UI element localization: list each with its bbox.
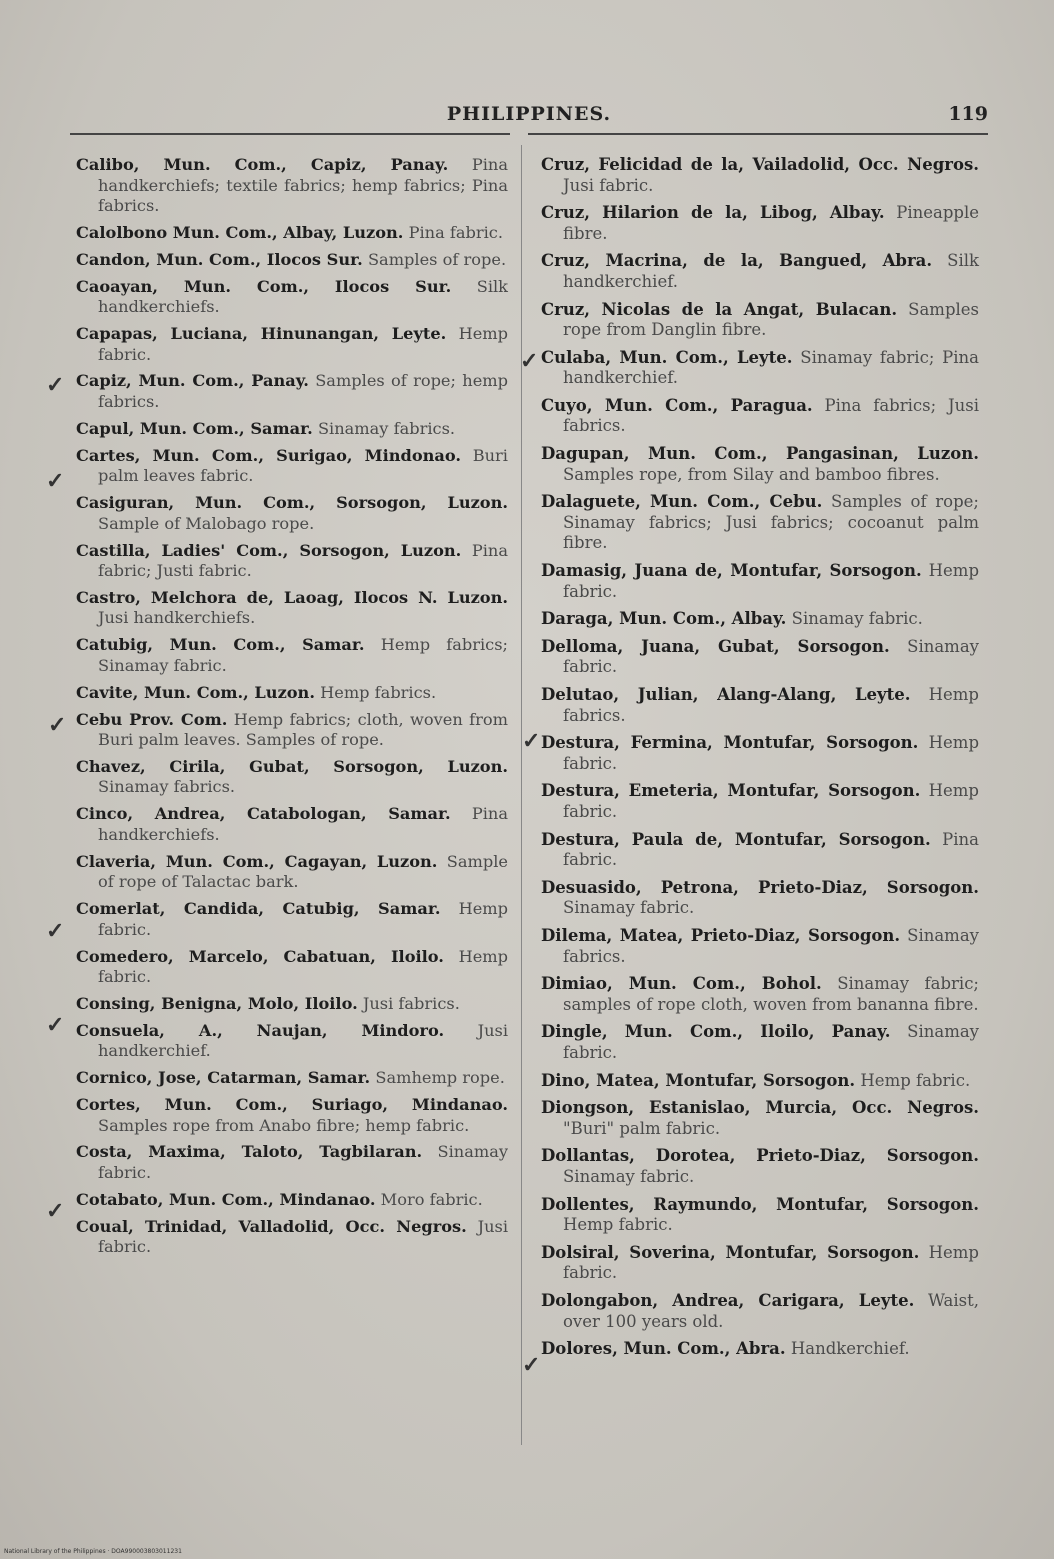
index-entry	[541, 878, 979, 919]
header-rule-left	[70, 133, 510, 135]
index-entry	[76, 223, 508, 244]
check-mark-icon: ✓	[46, 372, 65, 398]
entry-name: Culaba, Mun. Com., Leyte.	[541, 347, 793, 367]
entry-name: Cortes, Mun. Com., Suriago, Mindanao.	[76, 1095, 508, 1115]
check-mark-icon: ✓	[48, 712, 67, 738]
index-entry	[76, 683, 508, 704]
entry-name: Dagupan, Mun. Com., Pangasinan, Luzon.	[541, 444, 979, 464]
index-entry	[76, 250, 508, 271]
column-divider	[521, 145, 522, 1445]
entry-description: Hemp fabric.	[98, 946, 508, 987]
entry-description: Waist, over 100 years old.	[563, 1291, 980, 1331]
entry-name: Catubig, Mun. Com., Samar.	[76, 635, 365, 655]
left-column	[76, 155, 508, 1264]
entry-description: Sinamay fabric; samples of rope cloth, woven from bananna fibre.	[563, 974, 979, 1014]
entry-description: Sinamay fabric.	[563, 1166, 695, 1186]
entry-description: Sinamay fabrics.	[563, 926, 979, 966]
entry-name: Destura, Emeteria, Montufar, Sorsogon.	[541, 781, 921, 801]
index-entry	[541, 251, 979, 292]
entry-name: Capapas, Luciana, Hinunangan, Leyte.	[76, 324, 447, 344]
index-entry	[541, 1098, 979, 1139]
entry-description: Hemp fabric.	[563, 1215, 673, 1235]
entry-description: Hemp fabrics.	[563, 685, 979, 725]
entry-description: Sinamay fabric.	[791, 609, 923, 629]
entry-name: Cinco, Andrea, Catabologan, Samar.	[76, 804, 451, 824]
scan-credit: National Library of the Philippines · DOA990003803011231	[4, 1548, 182, 1555]
index-entry	[76, 1021, 508, 1062]
check-mark-icon: ✓	[46, 1198, 65, 1224]
entry-description: "Buri" palm fabric.	[563, 1118, 721, 1138]
entry-name: Chavez, Cirila, Gubat, Sorsogon, Luzon.	[76, 756, 508, 776]
index-entry	[76, 1068, 508, 1089]
entry-name: Destura, Fermina, Montufar, Sorsogon.	[541, 733, 919, 753]
check-mark-icon: ✓	[522, 1352, 541, 1378]
entry-description: Jusi fabric.	[98, 1216, 508, 1257]
index-entry	[76, 757, 508, 798]
running-title: PHILIPPINES.	[446, 103, 612, 125]
entry-description: Pina handkerchiefs.	[98, 804, 508, 844]
entry-name: Cotabato, Mun. Com., Mindanao.	[76, 1189, 376, 1209]
check-mark-icon: ✓	[46, 468, 65, 494]
entry-name: Dino, Matea, Montufar, Sorsogon.	[541, 1070, 856, 1090]
entry-name: Consing, Benigna, Molo, Iloilo.	[76, 993, 358, 1013]
entry-name: Destura, Paula de, Montufar, Sorsogon.	[541, 829, 931, 849]
entry-name: Comedero, Marcelo, Cabatuan, Iloilo.	[76, 946, 444, 966]
page-number: 119	[948, 103, 988, 125]
entry-description: Samples rope from Anabo fibre; hemp fabric.	[98, 1115, 470, 1135]
entry-description: Pina fabrics; Jusi fabrics.	[563, 395, 980, 436]
page-header	[70, 103, 988, 133]
entry-name: Costa, Maxima, Taloto, Tagbilaran.	[76, 1142, 423, 1162]
entry-description: Samples rope, from Silay and bamboo fibres.	[563, 464, 940, 484]
entry-name: Dollantas, Dorotea, Prieto-Diaz, Sorsogon.	[541, 1146, 979, 1166]
entry-name: Cruz, Macrina, de la, Bangued, Abra.	[541, 251, 933, 271]
entry-description: Samples rope from Danglin fibre.	[563, 299, 980, 340]
entry-name: Cuyo, Mun. Com., Paragua.	[541, 395, 813, 415]
entry-name: Dilema, Matea, Prieto-Diaz, Sorsogon.	[541, 926, 901, 945]
index-entry	[541, 1339, 979, 1360]
entry-description: Sinamay fabric.	[563, 898, 695, 918]
entry-name: Casiguran, Mun. Com., Sorsogon, Luzon.	[76, 493, 508, 513]
check-mark-icon: ✓	[46, 1012, 65, 1038]
entry-description: Sinamay fabric.	[563, 1022, 980, 1062]
entry-description: Jusi handkerchiefs.	[98, 608, 256, 628]
entry-description: Hemp fabric.	[98, 324, 508, 364]
entry-name: Capiz, Mun. Com., Panay.	[76, 371, 309, 391]
entry-name: Cebu Prov. Com.	[76, 709, 228, 729]
index-entry	[76, 277, 508, 318]
entry-name: Cruz, Felicidad de la, Vailadolid, Occ. Negros.	[541, 155, 979, 174]
index-entry	[541, 1146, 979, 1187]
index-entry	[541, 203, 979, 244]
entry-name: Daraga, Mun. Com., Albay.	[541, 609, 787, 629]
entry-name: Comerlat, Candida, Catubig, Samar.	[76, 899, 441, 919]
entry-name: Diongson, Estanislao, Murcia, Occ. Negros.	[541, 1098, 979, 1118]
entry-description: Pineapple fibre.	[563, 203, 979, 243]
index-entry	[76, 710, 508, 751]
index-entry	[76, 947, 508, 988]
entry-description: Samples of rope; Sinamay fabrics; Jusi fabrics; cocoanut palm fibre.	[563, 492, 979, 553]
index-entry	[76, 1095, 508, 1136]
right-column	[541, 155, 979, 1367]
check-mark-icon: ✓	[46, 918, 65, 944]
entry-name: Cartes, Mun. Com., Surigao, Mindonao.	[76, 445, 462, 465]
index-entry	[76, 1190, 508, 1211]
index-entry	[76, 419, 508, 440]
index-entry	[76, 446, 508, 487]
index-entry	[541, 781, 979, 822]
index-entry	[76, 371, 508, 412]
index-entry	[76, 588, 508, 629]
entry-name: Castilla, Ladies' Com., Sorsogon, Luzon.	[76, 540, 462, 560]
entry-description: Hemp fabric.	[563, 733, 980, 773]
entry-description: Pina fabric.	[563, 829, 980, 870]
entry-description: Sample of Malobago rope.	[98, 513, 315, 533]
entry-description: Sinamay fabric; Pina handkerchief.	[563, 347, 980, 388]
entry-name: Coual, Trinidad, Valladolid, Occ. Negros.	[76, 1216, 467, 1236]
entry-description: Hemp fabric.	[563, 561, 980, 601]
index-entry	[541, 348, 979, 389]
entry-description: Silk handkerchief.	[563, 251, 979, 291]
entry-description: Hemp fabric.	[98, 899, 508, 939]
entry-description: Silk handkerchiefs.	[98, 276, 508, 317]
entry-name: Claveria, Mun. Com., Cagayan, Luzon.	[76, 851, 438, 871]
check-mark-icon: ✓	[520, 348, 539, 374]
entry-description: Handkerchief.	[790, 1339, 910, 1359]
entry-name: Dolsiral, Soverina, Montufar, Sorsogon.	[541, 1242, 920, 1262]
index-entry	[76, 1142, 508, 1183]
entry-name: Dollentes, Raymundo, Montufar, Sorsogon.	[541, 1194, 979, 1214]
index-entry	[541, 685, 979, 726]
index-entry	[76, 994, 508, 1015]
entry-name: Cruz, Nicolas de la Angat, Bulacan.	[541, 299, 898, 319]
entry-description: Hemp fabrics.	[320, 682, 437, 702]
index-entry	[541, 830, 979, 871]
index-entry	[541, 926, 979, 967]
index-entry	[76, 541, 508, 582]
index-entry	[76, 635, 508, 676]
index-entry	[76, 324, 508, 365]
entry-description: Jusi fabrics.	[362, 993, 460, 1013]
entry-description: Pina fabric; Justi fabric.	[98, 540, 508, 581]
index-entry	[76, 899, 508, 940]
index-entry	[541, 155, 979, 196]
entry-name: Dingle, Mun. Com., Iloilo, Panay.	[541, 1022, 891, 1042]
index-entry	[541, 396, 979, 437]
entry-name: Candon, Mun. Com., Ilocos Sur.	[76, 249, 363, 269]
entry-description: Hemp fabrics; cloth, woven from Buri palm leaves. Samples of rope.	[98, 709, 508, 750]
entry-name: Castro, Melchora de, Laoag, Ilocos N. Luzon.	[76, 587, 508, 607]
index-entry	[541, 1291, 979, 1332]
entry-name: Cruz, Hilarion de la, Libog, Albay.	[541, 203, 885, 223]
entry-name: Desuasido, Petrona, Prieto-Diaz, Sorsogon.	[541, 877, 979, 897]
entry-description: Samples of rope; hemp fabrics.	[98, 371, 508, 411]
index-entry	[541, 1243, 979, 1284]
entry-description: Sample of rope of Talactac bark.	[98, 851, 508, 892]
entry-name: Damasig, Juana de, Montufar, Sorsogon.	[541, 561, 922, 580]
index-entry	[541, 733, 979, 774]
entry-name: Consuela, A., Naujan, Mindoro.	[76, 1020, 445, 1040]
entry-name: Delloma, Juana, Gubat, Sorsogon.	[541, 636, 890, 656]
entry-description: Pina handkerchiefs; textile fabrics; hemp fabrics; Pina fabrics.	[98, 155, 508, 215]
entry-description: Hemp fabric.	[563, 1242, 979, 1283]
entry-name: Cornico, Jose, Catarman, Samar.	[76, 1068, 371, 1088]
entry-name: Dolores, Mun. Com., Abra.	[541, 1339, 786, 1359]
entry-description: Hemp fabric.	[860, 1070, 971, 1090]
index-entry	[541, 974, 979, 1015]
index-entry	[76, 155, 508, 217]
entry-description: Jusi fabric.	[563, 175, 654, 195]
index-entry	[76, 852, 508, 893]
check-mark-icon: ✓	[522, 728, 541, 754]
entry-description: Sinamay fabrics.	[317, 418, 456, 438]
entry-description: Moro fabric.	[380, 1189, 483, 1209]
entry-name: Calolbono Mun. Com., Albay, Luzon.	[76, 222, 404, 242]
entry-description: Sinamay fabric.	[563, 636, 979, 677]
index-entry	[541, 561, 979, 602]
entry-name: Dalaguete, Mun. Com., Cebu.	[541, 492, 823, 512]
index-entry	[76, 804, 508, 845]
header-rule-right	[528, 133, 988, 135]
entry-description: Samples of rope.	[367, 249, 507, 269]
entry-name: Calibo, Mun. Com., Capiz, Panay.	[76, 155, 449, 174]
index-entry	[541, 1071, 979, 1092]
entry-description: Sinamay fabric.	[98, 1142, 508, 1182]
index-entry	[541, 637, 979, 678]
entry-description: Jusi handkerchief.	[98, 1020, 509, 1061]
entry-name: Delutao, Julian, Alang-Alang, Leyte.	[541, 685, 911, 705]
entry-description: Hemp fabric.	[563, 781, 979, 821]
entry-name: Caoayan, Mun. Com., Ilocos Sur.	[76, 276, 452, 296]
entry-description: Sinamay fabrics.	[98, 777, 236, 797]
entry-description: Buri palm leaves fabric.	[98, 445, 508, 486]
entry-name: Dimiao, Mun. Com., Bohol.	[541, 974, 822, 994]
index-entry	[76, 493, 508, 534]
index-entry	[541, 609, 979, 630]
index-entry	[541, 444, 979, 485]
entry-description: Pina fabric.	[408, 222, 503, 242]
index-entry	[541, 1022, 979, 1063]
entry-description: Samhemp rope.	[375, 1068, 505, 1088]
entry-description: Hemp fabrics; Sinamay fabric.	[98, 635, 508, 675]
index-entry	[76, 1217, 508, 1258]
entry-name: Capul, Mun. Com., Samar.	[76, 418, 313, 438]
index-entry	[541, 1195, 979, 1236]
entry-name: Dolongabon, Andrea, Carigara, Leyte.	[541, 1291, 915, 1310]
index-entry	[541, 492, 979, 554]
index-entry	[541, 300, 979, 341]
entry-name: Cavite, Mun. Com., Luzon.	[76, 682, 315, 702]
